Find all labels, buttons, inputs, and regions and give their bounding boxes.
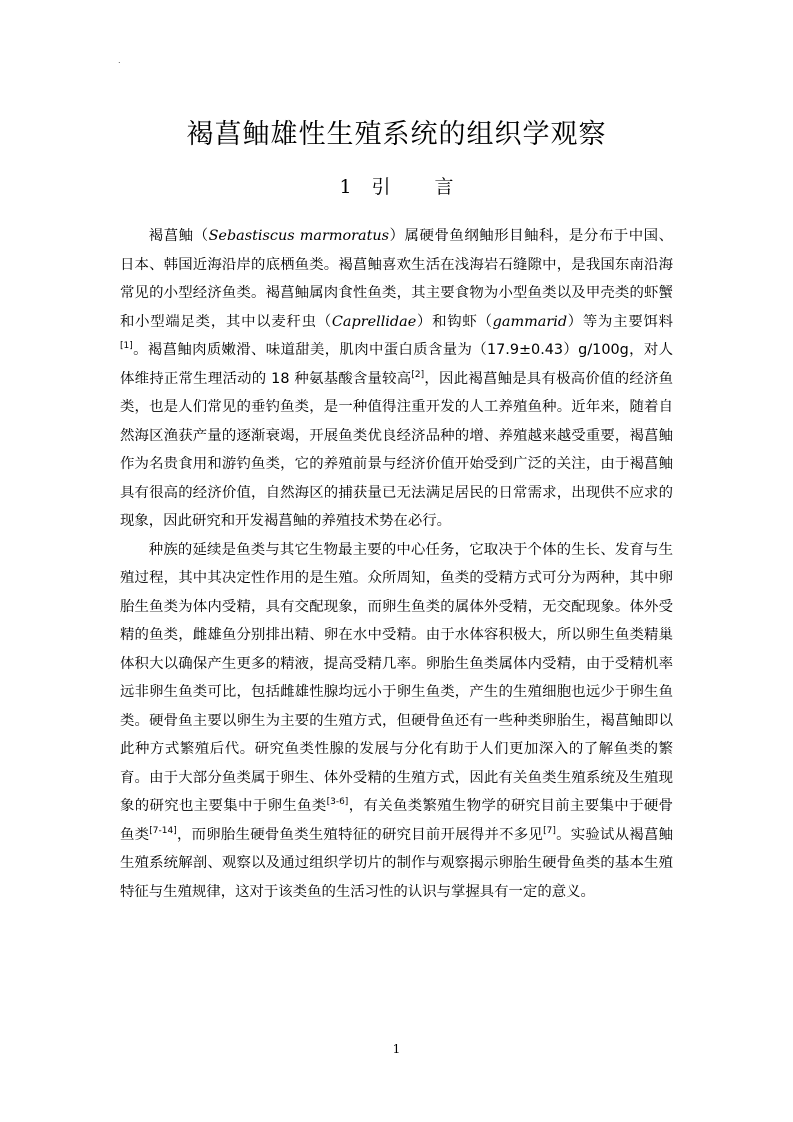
text-segment: ）和钩虾（ bbox=[416, 313, 493, 330]
text-segment: ，有关鱼类繁殖生物学的研究目前主要集中于硬骨鱼类 bbox=[120, 798, 673, 843]
text-segment: ，因此褐菖鲉是具有极高价值的经济鱼类，也是人们常见的垂钓鱼类，是一种值得注重开发的人工养殖鱼种。近年来，随着自然海区渔获产量的逐渐衰竭，开展鱼类优良经济品种的增、养殖越来越受重要，褐菖鲉作为名贵食用和游钓鱼类，它的养殖前景与经济价值开始受到广泛的关注，由于褐菖鲉具有很高的经济价值，自然海区的捕获量已无法满足居民的日常需求，出现供不应求的现象，因此研究和开发褐菖鲉的养殖技术势在必行。 bbox=[120, 370, 673, 529]
citation: [7] bbox=[543, 825, 556, 836]
text-segment: ，而卵胎生硬骨鱼类生殖特征的研究目前开展得并不多见 bbox=[176, 826, 544, 843]
species-name: Sebastiscus marmoratus bbox=[208, 228, 390, 244]
paragraph bbox=[120, 222, 673, 536]
citation: [3-6] bbox=[326, 797, 349, 807]
text-segment: ）等为主要饵料 bbox=[567, 313, 673, 330]
text-segment: ）属硬骨鱼纲鲉形目鲉科，是分布于中国、日本、韩国近海沿岸的底栖鱼类。褐菖鲉喜欢生活在浅海岩石缝隙中，是我国东南沿海常见的小型经济鱼类。褐菖鲉属肉食性鱼类，其主要食物为小型鱼类以及甲壳类的虾蟹和小型端足类，其中以麦秆虫（ bbox=[120, 228, 673, 330]
text-segment: 种族的延续是鱼类与其它生物最主要的中心任务，它取决于个体的生长、发育与生殖过程，其中其决定性作用的是生殖。众所周知，鱼类的受精方式可分为两种，其中卵胎生鱼类为体内受精，具有交配现象，而卵生鱼类的属体外受精，无交配现象。体外受精的鱼类，雌雄鱼分别排出精、卵在水中受精。由于水体容积极大，所以卵生鱼类精巢体积大以确保产生更多的精液，提高受精几率。卵胎生鱼类属体内受精，由于受精机率远非卵生鱼类可比，包括雌雄性腺均远小于卵生鱼类，产生的生殖细胞也远少于卵生鱼类。硬骨鱼主要以卵生为主要的生殖方式，但硬骨鱼还有一些种类卵胎生，褐菖鲉即以此种方式繁殖后代。研究鱼类性腺的发展与分化有助于人们更加深入的了解鱼类的繁育。由于大部分鱼类属于卵生、体外受精的生殖方式，因此有关鱼类生殖系统及生殖现象的研究也主要集中于卵生鱼类 bbox=[120, 541, 673, 814]
paragraph bbox=[120, 536, 673, 907]
document-title: 褐菖鲉雄性生殖系统的组织学观察 bbox=[186, 119, 607, 150]
section-title-char-1: 引 bbox=[371, 176, 391, 198]
section-number: 1 bbox=[339, 176, 352, 198]
citation: [7-14] bbox=[149, 825, 177, 836]
citation: [1] bbox=[120, 341, 133, 351]
text-segment: 。实验试从褐菖鲉生殖系统解剖、观察以及通过组织学切片的制作与观察揭示卵胎生硬骨鱼类的基本生殖特征与生殖规律，这对于该类鱼的生活习性的认识与掌握具有一定的意义。 bbox=[120, 826, 673, 900]
species-name: gammarid bbox=[492, 313, 568, 330]
page-number: 1 bbox=[392, 1042, 401, 1056]
text-segment: 褐菖鲉（ bbox=[148, 228, 209, 244]
text-segment: 。褐菖鲉肉质嫩滑、味道甜美，肌肉中蛋白质含量为（17.9±0.43）g/100g，对人体维持正常生理活动的 18 种氨基酸含量较高 bbox=[120, 342, 673, 387]
section-heading bbox=[0, 172, 793, 199]
corner-mark: . bbox=[118, 56, 121, 65]
section-title-char-2: 言 bbox=[434, 176, 454, 198]
citation: [2] bbox=[411, 369, 425, 380]
body-text bbox=[120, 222, 673, 906]
species-name: Caprellidae bbox=[331, 313, 417, 330]
